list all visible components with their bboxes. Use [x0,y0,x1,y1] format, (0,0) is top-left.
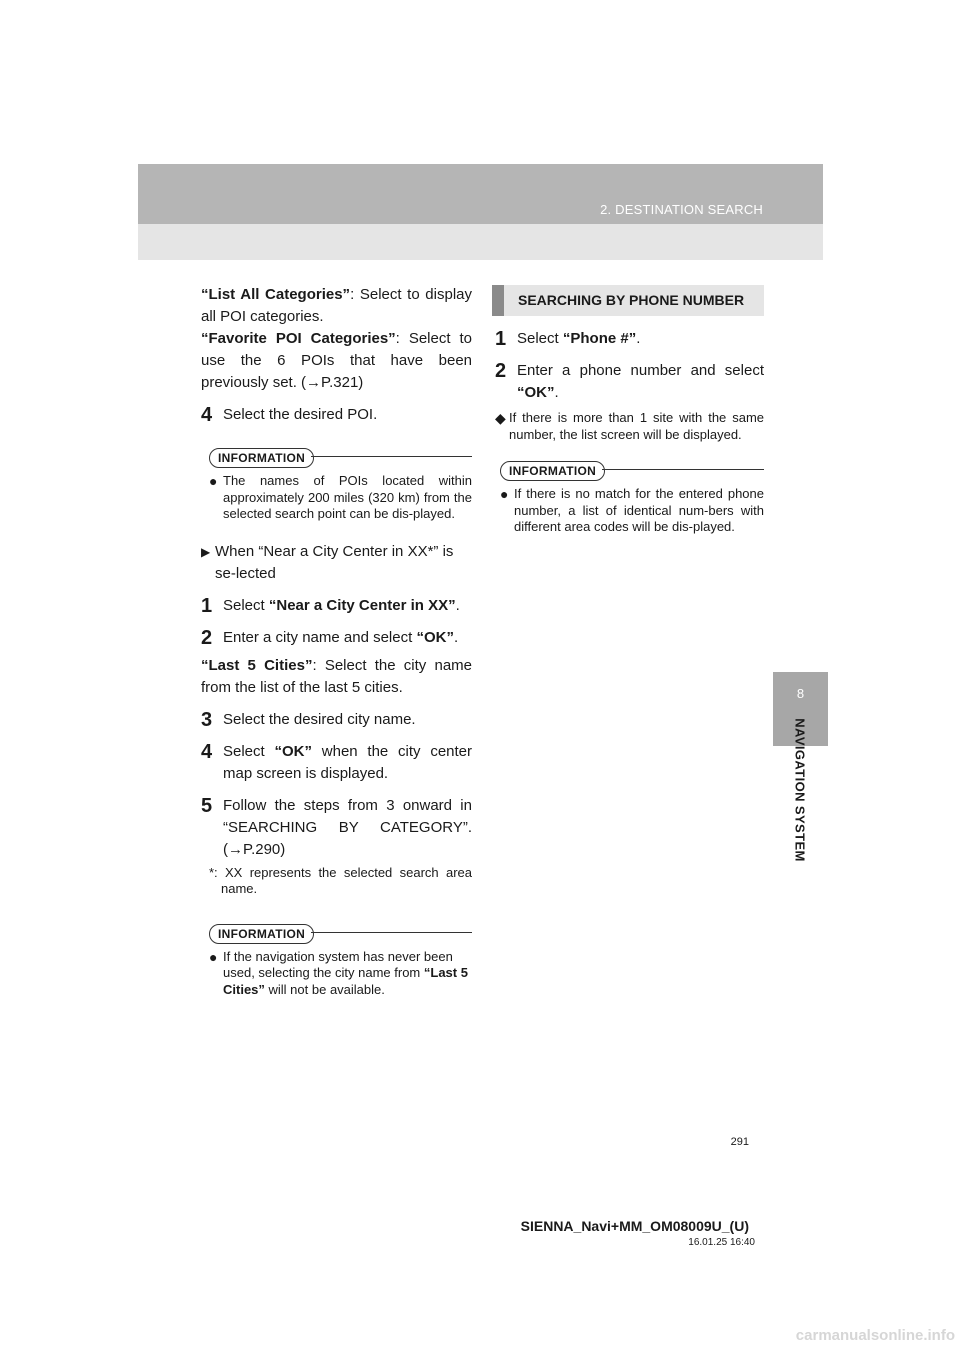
right-column [492,285,764,536]
page-number: 291 [730,1136,749,1148]
information-tag: INFORMATION [209,448,314,468]
information-rule [311,932,472,933]
step-follow-steps: 5 Follow the steps from 3 onward in “SEARCHING BY CATEGORY”. (→P.290) [201,794,472,858]
information-rule [311,456,472,457]
step-near-city: 1 Select “Near a City Center in XX”. [201,594,460,617]
step-enter-phone: 2 Enter a phone number and select “OK”. [495,360,764,401]
list-screen-note: ◆ If there is more than 1 site with the same number, the list screen will be displayed. [495,410,764,442]
triangle-marker-icon: ▶ [201,544,211,559]
print-timestamp: 16.01.25 16:40 [688,1237,755,1248]
section-title: 2. DESTINATION SEARCH [600,202,763,217]
information-box-2 [209,924,472,999]
step-select-ok: 4 Select “OK” when the city center map screen is displayed. [201,740,473,782]
list-all-categories-paragraph: “List All Categories”: Select to display all POI categories. [201,286,473,325]
diamond-bullet-icon: ◆ [495,410,506,426]
information-tag: INFORMATION [209,924,314,944]
footnote: *: XX represents the selected search area name. [209,864,472,896]
information-rule [602,469,764,470]
last-5-cities-paragraph: “Last 5 Cities”: Select the city name from the list of the last 5 cities. [201,656,472,696]
watermark: carmanualsonline.info [795,1327,955,1344]
information-bullet: ● If there is no match for the entered phone number, a list of identical num-bers with different area codes will be dis-played. [500,486,764,534]
step-enter-city: 2 Enter a city name and select “OK”. [201,626,459,649]
section-marker-bar [492,285,504,316]
information-bullet: ● The names of POIs located within approximately 200 miles (320 km) from the selected search point can be dis-played. [209,473,472,521]
near-city-center-condition: ▶ When “Near a City Center in XX*” is se-lected [201,541,472,585]
favorite-poi-paragraph: “Favorite POI Categories”: Select to use the 6 POIs that have been previously set. (→P.321) [201,330,472,391]
phone-search-section-header: SEARCHING BY PHONE NUMBER [492,285,764,316]
header-subband [138,224,823,260]
step-select-phone: 1 Select “Phone #”. [495,328,641,350]
bullet-dot-icon: ● [209,948,218,965]
information-tag: INFORMATION [500,461,605,481]
information-box-1 [209,448,472,523]
information-bullet: ● If the navigation system has never been used, selecting the city name from “Last 5 Cities” will not be available. [209,948,468,997]
manual-code: SIENNA_Navi+MM_OM08009U_(U) [520,1218,749,1234]
bullet-dot-icon: ● [209,473,218,489]
step-select-poi: 4 Select the desired POI. [201,404,378,426]
chapter-title: NAVIGATION SYSTEM [792,718,808,862]
information-box-3 [500,461,764,536]
step-select-city: 3 Select the desired city name. [201,708,416,731]
bullet-dot-icon: ● [500,486,509,502]
chapter-number: 8 [796,686,805,701]
left-column [201,284,472,998]
